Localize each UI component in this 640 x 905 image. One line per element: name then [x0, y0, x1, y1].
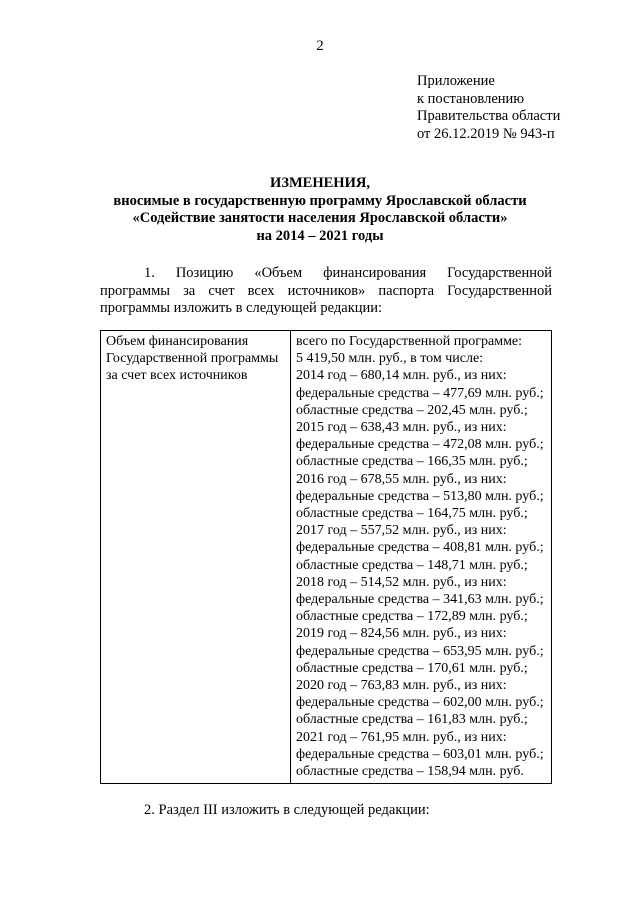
financing-line: 2021 год – 761,95 млн. руб., из них:	[296, 729, 507, 745]
page-number: 2	[316, 38, 324, 54]
financing-line: областные средства – 170,61 млн. руб.;	[296, 660, 528, 676]
title-line: ИЗМЕНЕНИЯ,	[270, 175, 370, 191]
financing-line: федеральные средства – 472,08 млн. руб.;	[296, 437, 544, 453]
financing-line: 2015 год – 638,43 млн. руб., из них:	[296, 420, 507, 436]
document-title	[0, 175, 640, 245]
financing-line: федеральные средства – 513,80 млн. руб.;	[296, 488, 544, 504]
table-row	[101, 331, 552, 784]
financing-line: 2019 год – 824,56 млн. руб., из них:	[296, 626, 507, 642]
appendix-line: к постановлению	[417, 90, 525, 107]
title-line: «Содействие занятости населения Ярославской области»	[132, 210, 508, 226]
financing-line: 2020 год – 763,83 млн. руб., из них:	[296, 678, 507, 694]
financing-table	[100, 330, 552, 784]
financing-line: 2017 год – 557,52 млн. руб., из них:	[296, 523, 507, 539]
paragraph-2: 2. Раздел III изложить в следующей редакции:	[144, 802, 430, 818]
financing-line: федеральные средства – 602,00 млн. руб.;	[296, 695, 544, 711]
financing-line: 2018 год – 514,52 млн. руб., из них:	[296, 574, 507, 590]
paragraph-1: 1. Позицию «Объем финансирования Государственной программы за счет всех источников» паспорта Государственной программы изложить в следующей редакции:	[100, 265, 552, 316]
table-label-cell: Объем финансирования Государственной программы за счет всех источников	[101, 331, 291, 784]
appendix-line: от 26.12.2019 № 943-п	[417, 125, 555, 142]
table-value-cell	[291, 331, 552, 784]
financing-line: областные средства – 166,35 млн. руб.;	[296, 454, 528, 470]
financing-line: федеральные средства – 408,81 млн. руб.;	[296, 540, 544, 556]
appendix-block	[417, 73, 560, 143]
financing-line: областные средства – 164,75 млн. руб.;	[296, 506, 528, 522]
financing-line: областные средства – 172,89 млн. руб.;	[296, 609, 528, 625]
title-line: вносимые в государственную программу Ярославской области	[113, 192, 527, 209]
financing-line: федеральные средства – 341,63 млн. руб.;	[296, 592, 544, 608]
financing-line: всего по Государственной программе:	[296, 334, 523, 349]
financing-line: федеральные средства – 653,95 млн. руб.;	[296, 643, 544, 659]
financing-line: 2014 год – 680,14 млн. руб., из них:	[296, 368, 507, 384]
appendix-line: Приложение	[417, 73, 495, 89]
financing-line: федеральные средства – 477,69 млн. руб.;	[296, 385, 544, 401]
financing-line: областные средства – 161,83 млн. руб.;	[296, 712, 528, 728]
financing-line: областные средства – 148,71 млн. руб.;	[296, 557, 528, 573]
financing-line: 2016 год – 678,55 млн. руб., из них:	[296, 471, 507, 487]
title-line: на 2014 – 2021 годы	[256, 227, 384, 244]
financing-line: областные средства – 158,94 млн. руб.	[296, 764, 524, 780]
financing-line: 5 419,50 млн. руб., в том числе:	[296, 351, 484, 367]
financing-line: областные средства – 202,45 млн. руб.;	[296, 402, 528, 418]
financing-line: федеральные средства – 603,01 млн. руб.;	[296, 746, 544, 762]
appendix-line: Правительства области	[417, 108, 561, 124]
